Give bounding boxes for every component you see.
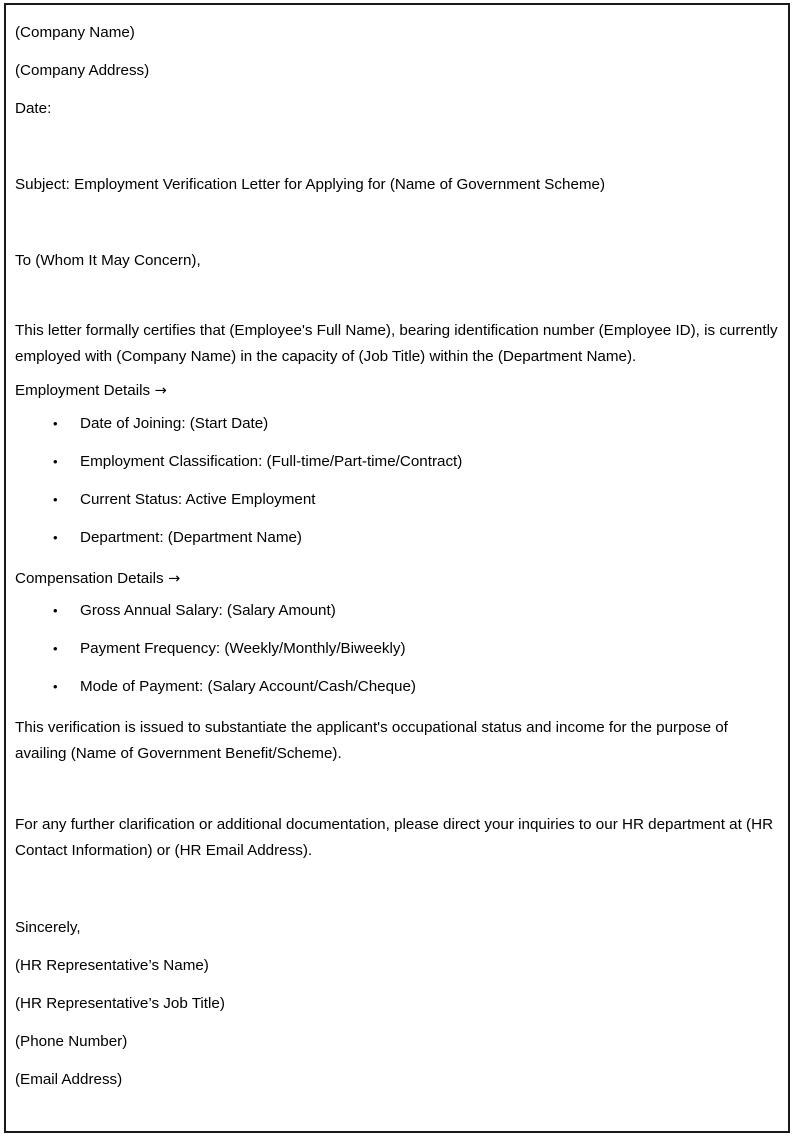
- spacer-after-subject: [15, 204, 780, 242]
- list-item: [15, 668, 780, 706]
- contact-paragraph: For any further clarification or additional documentation, please direct your inquiries to our HR department at (HR Contact Information) or (HR Email Address).: [15, 816, 774, 859]
- spacer-after-salutation: [15, 280, 780, 318]
- bullet-icon: •: [53, 641, 58, 656]
- verification-paragraph: This verification is issued to substantiate the applicant's occupational status and income for the purpose of availing (Name of Government Benefit/Scheme).: [15, 719, 728, 762]
- right-arrow-icon: →: [150, 383, 167, 399]
- list-item-label: Current Status: Active Employment: [80, 490, 316, 508]
- email-address-line: (Email Address): [15, 1071, 123, 1088]
- representative-job-title-line: (HR Representative’s Job Title): [15, 995, 225, 1012]
- bullet-icon: •: [53, 679, 58, 694]
- section-heading-label: Compensation Details: [15, 569, 164, 587]
- employment-details-list: [15, 405, 780, 557]
- list-item-label: Date of Joining: (Start Date): [80, 414, 269, 432]
- right-arrow-icon: →: [163, 570, 181, 587]
- section-heading-compensation-details: [15, 566, 780, 593]
- list-item: [15, 630, 780, 668]
- phone-number-line: (Phone Number): [15, 1033, 128, 1050]
- representative-name-line: (HR Representative’s Name): [15, 957, 209, 974]
- bullet-icon: •: [53, 603, 58, 618]
- bullet-icon: •: [53, 529, 58, 545]
- list-item-label: Department: (Department Name): [80, 528, 302, 546]
- list-item-label: Employment Classification: (Full-time/Part-time/Contract): [80, 452, 463, 470]
- spacer-after-date: [15, 128, 780, 166]
- list-item: [15, 443, 780, 481]
- list-item: [15, 519, 780, 557]
- date-line: Date:: [15, 100, 52, 117]
- list-item-label: Payment Frequency: (Weekly/Monthly/Biweekly): [80, 640, 406, 657]
- list-item-label: Gross Annual Salary: (Salary Amount): [80, 602, 336, 619]
- section-heading-label: Employment Details: [15, 382, 151, 399]
- list-item: [15, 405, 780, 443]
- bullet-icon: •: [53, 491, 58, 507]
- company-name-line: (Company Name): [15, 24, 135, 41]
- compensation-details-list: [15, 592, 780, 706]
- intro-paragraph: This letter formally certifies that (Employee's Full Name), bearing identification number (Employee ID), is currently employed with (Company Name) in the capacity of (Job Title) within the (Department Name).: [15, 322, 778, 365]
- sign-off-line: Sincerely,: [15, 919, 81, 936]
- bullet-icon: •: [53, 453, 58, 469]
- document-frame: [4, 3, 790, 1133]
- salutation-line: To (Whom It May Concern),: [15, 252, 201, 269]
- company-address-line: (Company Address): [15, 62, 150, 79]
- list-item: [15, 481, 780, 519]
- list-item: [15, 592, 780, 630]
- subject-line: Subject: Employment Verification Letter for Applying for (Name of Government Scheme): [15, 176, 606, 193]
- spacer-before-closing: [15, 863, 780, 909]
- letter-body: [6, 5, 788, 1099]
- list-item-label: Mode of Payment: (Salary Account/Cash/Cheque): [80, 678, 416, 695]
- spacer-before-contact: [15, 766, 780, 812]
- section-heading-employment-details: [15, 378, 780, 405]
- bullet-icon: •: [53, 415, 58, 431]
